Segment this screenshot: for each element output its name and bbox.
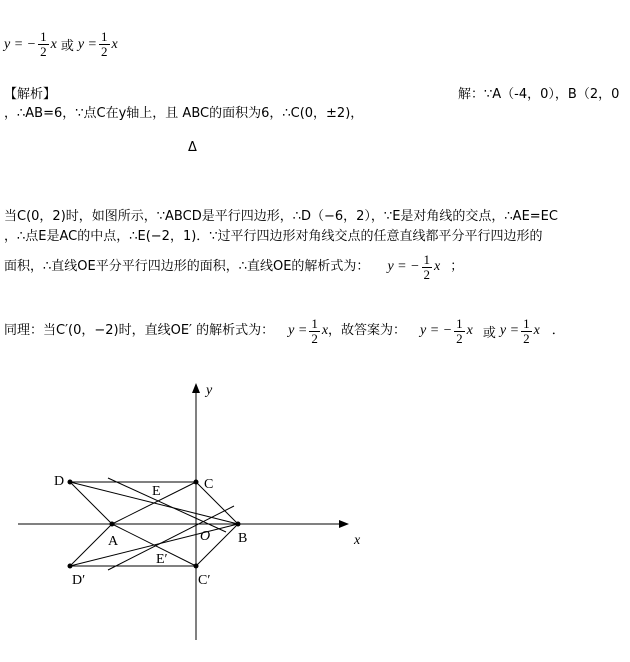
analysis-heading: 【解析】 — [4, 87, 57, 102]
para2-eq-end: ； — [450, 259, 464, 274]
para3-eq1-lhs: y = — [288, 323, 308, 338]
eq2-numerator: 1 — [101, 29, 108, 44]
label-D: D — [54, 474, 65, 489]
point-D — [68, 480, 73, 485]
eq2-lhs: y = — [77, 36, 98, 52]
eq1-fraction — [38, 30, 49, 59]
para3-eq3-denominator: 2 — [523, 330, 530, 346]
para2-eq-numerator: 1 — [423, 251, 431, 267]
para2-eq-var: x — [434, 259, 441, 274]
side-D2A — [70, 524, 112, 566]
para3-eq1-numerator: 1 — [311, 315, 318, 331]
point-C — [194, 480, 199, 485]
para2-eq-denominator: 2 — [423, 266, 431, 282]
y-axis-label: y — [206, 383, 213, 398]
eq2-var: x — [111, 36, 118, 52]
label-O: O — [200, 529, 211, 544]
point-C2 — [194, 564, 199, 569]
eq1-lhs: y = − — [4, 36, 37, 52]
para3-eq2-var: x — [466, 323, 473, 338]
para2-line2: ，∴点E是AC的中点，∴E(−2，1)．∵过平行四边形对角线交点的任意直线都平分平行四边形的 — [4, 229, 543, 244]
para3-mid: ，故答案为： — [328, 323, 407, 338]
eq1-var: x — [50, 36, 57, 52]
para3-eq1-fraction — [309, 317, 320, 346]
para2-eq-lhs: y = − — [387, 259, 420, 274]
para3-or: 或 — [482, 325, 496, 341]
para3-text: 同理：当C′(0，−2)时，直线OE′ 的解析式为： — [4, 323, 275, 338]
eq2-fraction — [99, 30, 110, 59]
para3-eq3-fraction — [521, 317, 532, 346]
para3-eq2-numerator: 1 — [456, 315, 463, 331]
side-CB — [196, 482, 238, 524]
label-C: C — [204, 477, 214, 492]
para3-eq2-denominator: 2 — [456, 330, 463, 346]
label-C2: C′ — [198, 573, 211, 588]
para3-eq3-numerator: 1 — [523, 315, 530, 331]
point-B — [236, 522, 241, 527]
side-DA — [70, 482, 112, 524]
parallelogram-figure — [0, 370, 630, 662]
label-E2: E′ — [156, 552, 168, 567]
point-D2 — [68, 564, 73, 569]
label-A: A — [108, 534, 119, 549]
para2-eq-fraction — [422, 253, 433, 282]
para2-line3 — [4, 250, 463, 284]
eq1-numerator: 1 — [40, 29, 47, 44]
analysis-line1: ，∴AB=6，∵点C在y轴上，且 ABC的面积为6，∴C(0，±2)， — [4, 106, 364, 121]
eq1-denominator: 2 — [40, 44, 47, 59]
label-B: B — [238, 531, 248, 546]
diagonal-D2B — [70, 524, 238, 566]
top-answer-equation — [4, 30, 118, 59]
label-D2: D′ — [72, 573, 86, 588]
triangle-symbol: Δ — [188, 140, 197, 155]
para3-eq2-lhs: y = − — [420, 323, 453, 338]
label-E: E — [152, 484, 161, 499]
para2-line1: 当C(0，2)时，如图所示，∵ABCD是平行四边形，∴D（−6，2），∵E是对角线的交点，∴AE=EC — [4, 209, 558, 224]
point-A — [110, 522, 115, 527]
para2-line3-text: 面积，∴直线OE平分平行四边形的面积，∴直线OE的解析式为： — [4, 259, 370, 274]
eq2-denominator: 2 — [101, 44, 108, 59]
eq-connector: 或 — [60, 39, 74, 54]
para3-line — [4, 314, 565, 348]
line-OE2 — [108, 506, 234, 570]
x-axis-label: x — [354, 533, 361, 548]
para3-eq1-var: x — [321, 323, 329, 338]
para3-eq1-denominator: 2 — [311, 330, 318, 346]
para3-eq3-lhs: y = — [499, 323, 520, 338]
analysis-right-note: 解：∵A（-4，0），B（2，0 — [458, 87, 620, 102]
para3-end: ． — [551, 323, 565, 338]
para3-eq2-fraction — [454, 317, 465, 346]
para3-eq3-var: x — [533, 323, 540, 338]
